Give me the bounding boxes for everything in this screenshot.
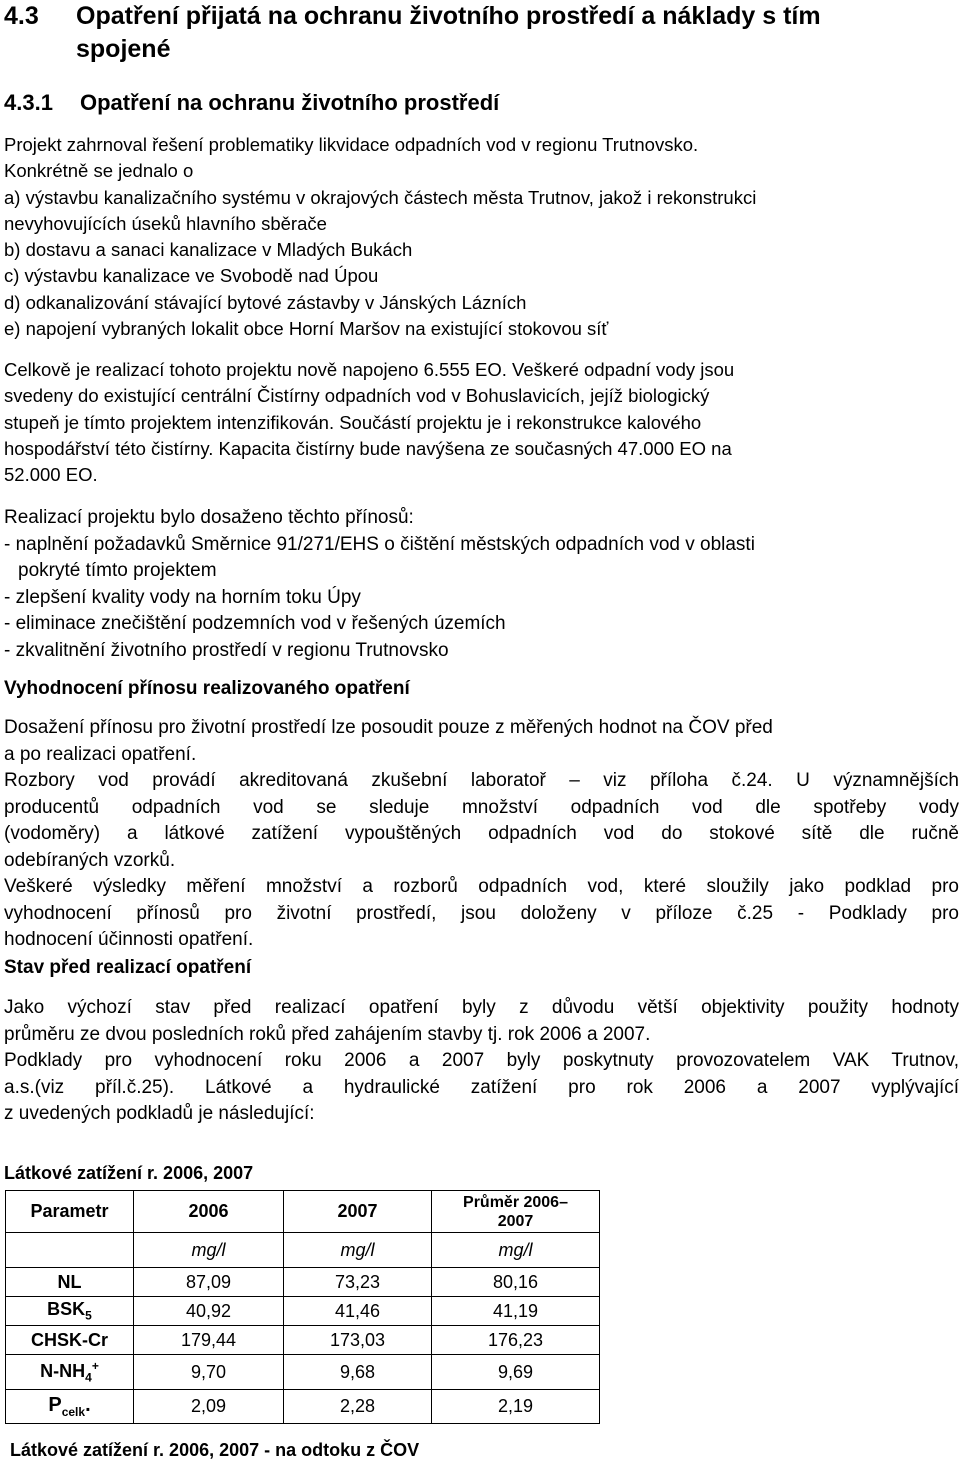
value-2007: 9,68 — [284, 1355, 432, 1390]
intro-item: e) napojení vybraných lokalit obce Horní Maršov na existující stokovou síť — [4, 318, 609, 340]
evaluation-line: odebíraných vzorků. — [4, 849, 176, 871]
header-average-line1: Průměr 2006– — [463, 1193, 568, 1211]
summary-line: hospodářství této čistírny. Kapacita čistírny bude navýšena ze současných 47.000 EO na — [4, 437, 732, 459]
before-line: Podklady pro vyhodnocení roku 2006 a 2007 byly poskytnuty provozovatelem VAK Trutnov, — [4, 1050, 959, 1071]
evaluation-line: Dosažení přínosu pro životní prostředí lze posoudit pouze z měřených hodnot na ČOV před — [4, 717, 773, 738]
intro-line: Projekt zahrnoval řešení problematiky likvidace odpadních vod v regionu Trutnovsko. — [4, 134, 699, 155]
unit-cell: mg/l — [284, 1233, 432, 1268]
table-row — [6, 1268, 600, 1297]
value-average: 9,69 — [432, 1355, 600, 1390]
param-subscript: 5 — [85, 1308, 92, 1323]
units-empty — [6, 1233, 134, 1268]
benefit-item: - zkvalitnění životního prostředí v regionu Trutnovsko — [4, 639, 449, 661]
value-average: 2,19 — [432, 1390, 600, 1424]
table-row — [6, 1355, 600, 1390]
before-paragraph — [4, 995, 959, 1128]
before-line: z uvedených podkladů je následující: — [4, 1103, 315, 1124]
before-line: Jako výchozí stav před realizací opatření byly z důvodu větší objektivity použity hodnoty — [4, 997, 959, 1018]
param-name: NL — [57, 1271, 82, 1292]
evaluation-line: a po realizaci opatření. — [4, 743, 197, 765]
header-average-line2: 2007 — [497, 1212, 534, 1230]
table1-caption: Látkové zatížení r. 2006, 2007 — [4, 1163, 254, 1183]
value-2007: 173,03 — [284, 1326, 432, 1355]
value-average: 80,16 — [432, 1268, 600, 1297]
benefit-item: - zlepšení kvality vody na horním toku Úpy — [4, 586, 361, 608]
param-name: N-NH — [40, 1361, 86, 1382]
table-loading-2006-2007 — [5, 1190, 600, 1424]
intro-item: c) výstavbu kanalizace ve Svobodě nad Úpou — [4, 265, 379, 287]
header-parametr: Parametr — [6, 1191, 134, 1233]
intro-item: nevyhovujících úseků hlavního sběrače — [4, 212, 327, 234]
header-2007: 2007 — [284, 1191, 432, 1233]
summary-line: Celkově je realizací tohoto projektu nově napojeno 6.555 EO. Veškeré odpadní vody jsou — [4, 359, 735, 380]
summary-paragraph — [4, 357, 959, 488]
section-heading — [4, 0, 959, 66]
param-cell — [6, 1355, 134, 1390]
value-average: 176,23 — [432, 1326, 600, 1355]
evaluation-line: Veškeré výsledky měření množství a rozborů odpadních vod, které sloužily jako podklad pro — [4, 876, 959, 897]
param-name: P — [48, 1394, 62, 1416]
value-2006: 87,09 — [134, 1268, 284, 1297]
table-header-row — [6, 1191, 600, 1233]
param-superscript: + — [91, 1359, 99, 1374]
intro-paragraph — [4, 132, 959, 342]
unit-cell: mg/l — [134, 1233, 284, 1268]
value-2006: 40,92 — [134, 1297, 284, 1326]
value-2007: 2,28 — [284, 1390, 432, 1424]
param-suffix: . — [85, 1394, 91, 1416]
value-2006: 179,44 — [134, 1326, 284, 1355]
value-2006: 9,70 — [134, 1355, 284, 1390]
subsection-number: 4.3.1 — [4, 90, 53, 115]
value-2007: 73,23 — [284, 1268, 432, 1297]
table-row — [6, 1390, 600, 1424]
param-cell — [6, 1268, 134, 1297]
before-line: průměru ze dvou posledních roků před zahájením stavby tj. rok 2006 a 2007. — [4, 1023, 651, 1045]
evaluation-heading: Vyhodnocení přínosu realizovaného opatření — [4, 678, 410, 699]
units-row — [6, 1233, 600, 1268]
param-cell — [6, 1390, 134, 1424]
section-title-line2: spojené — [76, 35, 171, 63]
before-heading: Stav před realizací opatření — [4, 957, 252, 978]
evaluation-line: vyhodnocení přínosů pro životní prostředí, jsou doloženy v příloze č.25 - Podklady pro — [4, 902, 959, 924]
value-2006: 2,09 — [134, 1390, 284, 1424]
evaluation-line: (vodoměry) a látkové zatížení vypouštěných odpadních vod do stokové sítě dle ručně — [4, 823, 959, 844]
section-title-line1: Opatření přijatá na ochranu životního prostředí a náklady s tím — [76, 2, 821, 30]
param-name: CHSK-Cr — [30, 1329, 108, 1350]
before-line: a.s.(viz příl.č.25). Látkové a hydraulické zatížení pro rok 2006 a 2007 vyplývající — [4, 1076, 959, 1098]
table-row — [6, 1297, 600, 1326]
benefits-intro: Realizací projektu bylo dosaženo těchto přínosů: — [4, 507, 414, 528]
evaluation-line: producentů odpadních vod se sleduje množství odpadních vod dle spotřeby vody — [4, 796, 959, 818]
benefit-item: - eliminace znečištění podzemních vod v řešených územích — [4, 613, 506, 634]
intro-item: d) odkanalizování stávající bytové zástavby v Jánských Lázních — [4, 291, 527, 313]
param-cell — [6, 1297, 134, 1326]
section-number: 4.3 — [4, 2, 39, 30]
intro-item: a) výstavbu kanalizačního systému v okrajových částech města Trutnov, jakož i rekonstrukci — [4, 186, 757, 208]
benefits-list — [4, 505, 959, 664]
table2-caption: Látkové zatížení r. 2006, 2007 - na odtoku z ČOV — [10, 1440, 420, 1460]
subsection-heading — [4, 90, 959, 116]
table-row — [6, 1326, 600, 1355]
param-cell — [6, 1326, 134, 1355]
summary-line: 52.000 EO. — [4, 464, 98, 486]
value-2007: 41,46 — [284, 1297, 432, 1326]
header-average — [432, 1191, 600, 1233]
param-name: BSK — [47, 1299, 86, 1320]
evaluation-line: Rozbory vod provádí akreditovaná zkušební laboratoř – viz příloha č.24. U významnějších — [4, 770, 959, 791]
unit-cell: mg/l — [432, 1233, 600, 1268]
benefit-item: - naplnění požadavků Směrnice 91/271/EHS o čištění městských odpadních vod v oblasti — [4, 533, 755, 555]
evaluation-line: hodnocení účinnosti opatření. — [4, 929, 254, 950]
param-subscript: 4 — [85, 1370, 92, 1385]
benefit-item: pokryté tímto projektem — [18, 560, 217, 581]
summary-line: svedeny do existující centrální Čistírny odpadních vod v Bohuslavicích, jejíž biologický — [4, 385, 710, 407]
header-2006: 2006 — [134, 1191, 284, 1233]
intro-item: b) dostavu a sanaci kanalizace v Mladých Bukách — [4, 239, 413, 261]
intro-line: Konkrétně se jednalo o — [4, 160, 194, 182]
evaluation-paragraph — [4, 715, 959, 954]
summary-line: stupeň je tímto projektem intenzifikován. Součástí projektu je i rekonstrukce kalového — [4, 411, 702, 433]
subsection-title: Opatření na ochranu životního prostředí — [80, 90, 500, 115]
value-average: 41,19 — [432, 1297, 600, 1326]
param-subscript: celk — [61, 1405, 86, 1419]
